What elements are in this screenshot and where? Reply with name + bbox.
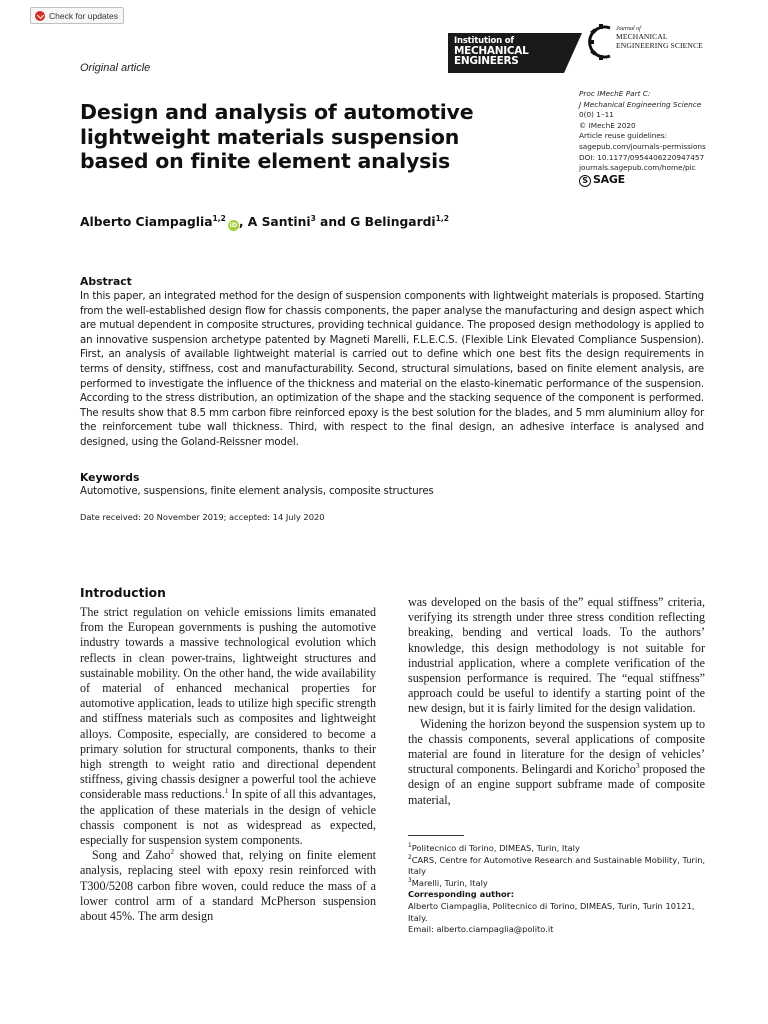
imeche-line3: ENGINEERS — [454, 55, 519, 67]
intro-paragraph-1 — [80, 605, 376, 848]
intro-paragraph-2 — [80, 848, 376, 924]
abstract-heading: Abstract — [80, 275, 132, 288]
affiliation-footnotes — [408, 843, 708, 936]
meta-home-link[interactable]: journals.sagepub.com/home/pic — [579, 163, 696, 173]
introduction-heading: Introduction — [80, 586, 166, 600]
intro-p2-text-b: showed that, relying on finite element analysis, replacing steel with epoxy resin reinforced with T300/5208 carbon fibre woven, could reduce the mass of a lower control arm of a standard McPherson suspension about 45%. The arm design — [80, 848, 376, 924]
author-list — [80, 214, 449, 231]
author-3: and G Belingardi — [315, 215, 436, 230]
intro-p1-text-b: In spite of all this advantages, the application of these materials in the design of vehicle chassis component is not as widespread as expected, especially for suspension system components. — [80, 787, 376, 848]
footnote-2-text: CARS, Centre for Automotive Research and Sustainable Mobility, Turin, Italy — [408, 854, 706, 877]
footnote-2 — [408, 855, 708, 878]
author-1-affiliation: 1,2 — [212, 214, 226, 223]
check-for-updates-button[interactable] — [30, 7, 124, 24]
dates-received: Date received: 20 November 2019; accepted: 14 July 2020 — [80, 512, 325, 522]
meta-volume: 0(0) 1–11 — [579, 110, 614, 120]
citation-ref[interactable]: 3 — [635, 761, 640, 771]
article-type: Original article — [80, 62, 151, 74]
body-column-right — [408, 595, 705, 808]
footnote-3-number: 3 — [408, 878, 412, 885]
intro-p2-text-a: Song and Zaho — [92, 848, 171, 863]
author-1: Alberto Ciampaglia — [80, 215, 213, 230]
citation-ref[interactable]: 2 — [170, 847, 175, 857]
footnote-divider — [408, 835, 464, 836]
footnote-1-text: Politecnico di Torino, DIMEAS, Turin, Italy — [411, 843, 580, 853]
keywords-heading: Keywords — [80, 471, 140, 484]
meta-reuse: Article reuse guidelines: — [579, 131, 668, 141]
sage-logo — [579, 175, 739, 187]
intro-paragraph-3: was developed on the basis of the” equal stiffness” criteria, verifying its strength under three stress condition reflecting breaking, bending and vertical loads. To the authors’ knowledge, this design methodology is not suitable for industrial application, where a complete verification of the suspension performance is required. The “equal stiffness” approach could be useful to identify a starting point of the new design, but it is fairly limited for the design validation. — [408, 595, 705, 716]
keywords-text: Automotive, suspensions, finite element analysis, composite structures — [80, 486, 434, 497]
author-2-affiliation: 3 — [310, 214, 316, 223]
journal-line3: ENGINEERING SCIENCE — [616, 40, 703, 50]
intro-p1-text-a: The strict regulation on vehicle emissions limits emanated from the European governments is pushing the automotive industry towards a massive technological evolution which reflects in clean power-trains, lightweight structures and sustainable mobility. On the other hand, the wide availability of material of enhanced mechanical properties for automotive application, leads to utilize high specific strength and stiffness materials such as composites and lightweight alloys. Composite, especially, are considered to become a primary solution for structural components, thanks to their high strength to weight ratio and directional dependent stiffness, giving chassis designer a powerful tool the achieve considerable mass reductions. — [80, 605, 376, 802]
gear-icon — [588, 22, 614, 62]
corresponding-author-address: Alberto Ciampaglia, Politecnico di Torino, DIMEAS, Turin, Turin 10121, Italy. — [408, 900, 695, 923]
author-2: , A Santini — [238, 215, 311, 230]
meta-reuse-link[interactable]: sagepub.com/journals-permissions — [579, 141, 706, 151]
meta-journal-2: J Mechanical Engineering Science — [579, 99, 702, 109]
imeche-line1: Institution of — [454, 36, 514, 46]
sage-logo-text: SAGE — [593, 173, 625, 187]
footnote-1-number: 1 — [408, 843, 412, 850]
intro-paragraph-4 — [408, 717, 705, 808]
meta-journal: Proc IMechE Part C: — [579, 89, 651, 98]
imeche-logo — [448, 33, 582, 73]
footnote-1 — [408, 843, 708, 855]
author-3-affiliation: 1,2 — [435, 214, 449, 223]
journal-line2: MECHANICAL — [616, 32, 668, 41]
abstract-text: In this paper, an integrated method for the design of suspension components with lightweight materials is proposed. Starting from the well-established design flow for chassis components, the paper analyse the manufacturing and design aspect which are mutual dependent in composite structures, providing technical guidance. The proposed design methodology is applied to an innovative suspension archetype patented by Magneti Marelli, F.L.E.C.S. (Flexible Link Elevated Compliance Suspension). First, an analysis of available lightweight material is carried out to define which one best fits the design requirements in terms of density, stiffness, cost and manufacturability. Second, structural simulations, based on finite element analysis, are performed to investigate the influence of the thickness and material on the elasto-kinematic performance of the suspension. According to the stress distribution, an optimization of the shape and the stacking sequence of the component is performed. The results show that 8.5 mm carbon fibre reinforced epoxy is the best solution for the blades, and 5 mm aluminium alloy for the reinforcement tube wall thickness. Third, with respect to the final design, an adhesive interface is analysed and designed, using the Goland-Reissner model. — [80, 291, 704, 448]
corresponding-author-email[interactable]: Email: alberto.ciampaglia@polito.it — [408, 924, 554, 935]
sage-s-icon: S — [579, 175, 591, 187]
meta-doi[interactable]: DOI: 10.1177/0954406220947457 — [579, 152, 705, 162]
imeche-line2: MECHANICAL — [454, 45, 529, 57]
body-column-left — [80, 605, 376, 924]
intro-p4-text-b: proposed the design of an engine support subframe made of composite material, — [408, 762, 705, 807]
footnote-3 — [408, 878, 708, 890]
check-for-updates-label: Check for updates — [49, 10, 118, 21]
footnote-3-text: Marelli, Turin, Italy — [411, 877, 488, 888]
orcid-icon[interactable]: iD — [229, 221, 238, 230]
intro-p4-text-a: Widening the horizon beyond the suspension system up to the chassis components, several applications of composite material are found in literature for the design of vehicles’ structural components. Belingardi and Koricho — [408, 716, 705, 777]
updates-icon — [35, 11, 45, 21]
page-title: Design and analysis of automotive lightweight materials suspension based on finite element analysis — [80, 100, 474, 173]
journal-meta — [579, 89, 739, 187]
journal-logo — [588, 22, 718, 72]
journal-line1: Journal of — [616, 26, 641, 32]
citation-ref[interactable]: 1 — [224, 786, 229, 796]
meta-copyright: © IMechE 2020 — [579, 120, 636, 130]
footnote-2-number: 2 — [408, 854, 412, 861]
corresponding-author-heading: Corresponding author: — [408, 889, 515, 900]
